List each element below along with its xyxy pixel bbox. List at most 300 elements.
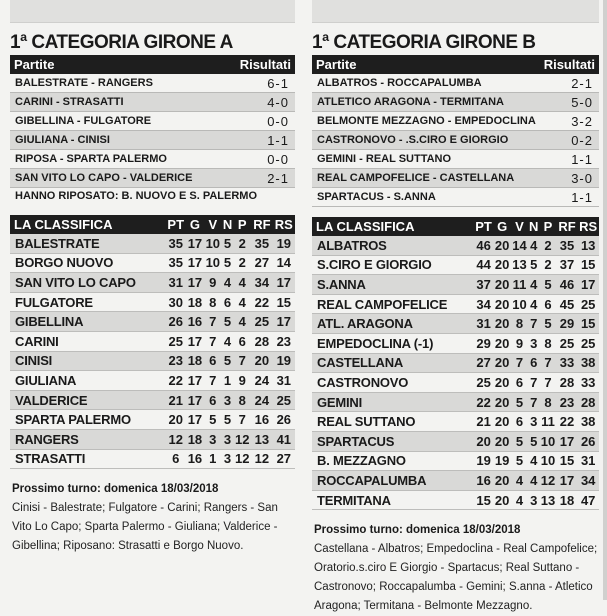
stat-cell: 30 [165,292,186,312]
stat-cell: 6 [204,390,222,410]
standings-header-cell: V [204,215,222,234]
stat-cell: 6 [204,351,222,371]
header-strip [10,0,295,23]
team-name: CARINI [10,331,165,351]
stat-cell: 7 [511,353,528,373]
stat-cell: 19 [474,451,494,471]
stat-cell: 13 [539,490,556,510]
stat-cell: 28 [251,331,272,351]
stat-cell: 26 [165,312,186,332]
stat-cell: 25 [577,333,599,353]
team-name: RANGERS [10,429,165,449]
stat-cell: 2 [539,255,556,275]
stat-cell: 15 [577,255,599,275]
stat-cell: 10 [204,253,222,273]
match-row [312,150,599,169]
standings-header-cell: V [511,217,528,236]
stat-cell: 4 [222,273,234,293]
stat-cell: 6 [528,353,539,373]
stat-cell: 12 [233,449,251,469]
stat-cell: 5 [511,451,528,471]
stat-cell: 7 [528,392,539,412]
stat-cell: 17 [186,234,204,253]
match-row [10,150,295,169]
stat-cell: 20 [494,392,511,412]
stat-cell: 46 [557,275,578,295]
stat-cell: 4 [233,292,251,312]
stat-cell: 25 [474,373,494,393]
stat-cell: 7 [204,371,222,391]
match-row [10,74,295,93]
match-teams: CASTRONOVO - .S.CIRO E GIORGIO [317,134,509,146]
stat-cell: 7 [539,353,556,373]
stat-cell: 11 [511,275,528,295]
stat-cell: 47 [577,490,599,510]
stat-cell: 13 [577,236,599,255]
match-row [312,188,599,207]
stat-cell: 8 [233,390,251,410]
stat-cell: 25 [577,294,599,314]
stat-cell: 23 [557,392,578,412]
table-row [312,431,599,451]
stat-cell: 15 [474,490,494,510]
stat-cell: 17 [186,331,204,351]
matches-list [312,74,599,207]
matches-header [312,55,599,74]
table-row [312,236,599,255]
stat-cell: 31 [165,273,186,293]
stat-cell: 26 [577,431,599,451]
standings-header-cell: RS [273,215,295,234]
stat-cell: 7 [528,373,539,393]
stat-cell: 20 [494,333,511,353]
stat-cell: 28 [577,392,599,412]
stat-cell: 3 [222,390,234,410]
team-name: GIBELLINA [10,312,165,332]
table-row [312,294,599,314]
stat-cell: 4 [528,236,539,255]
stat-cell: 17 [186,371,204,391]
stat-cell: 6 [511,412,528,432]
stat-cell: 19 [494,451,511,471]
match-result: 1-1 [571,189,593,205]
stat-cell: 5 [222,234,234,253]
stat-cell: 12 [165,429,186,449]
standings-header-cell: RF [558,219,576,234]
stat-cell: 8 [539,333,556,353]
table-row [10,312,295,332]
team-name: EMPEDOCLINA (-1) [312,333,474,353]
standings-header-cell: P [233,215,251,234]
stat-cell: 17 [577,275,599,295]
stat-cell: 23 [273,331,295,351]
stat-cell: 29 [474,333,494,353]
stat-cell: 27 [273,449,295,469]
match-teams: SAN VITO LO CAPO - VALDERICE [15,172,193,184]
stat-cell: 46 [474,236,494,255]
stat-cell: 17 [557,431,578,451]
stat-cell: 6 [222,292,234,312]
stat-cell: 24 [251,371,272,391]
table-row [312,333,599,353]
stat-cell: 33 [577,373,599,393]
match-teams: BELMONTE MEZZAGNO - EMPEDOCLINA [317,115,536,127]
match-result: 5-0 [571,94,593,110]
stat-cell: 31 [577,451,599,471]
match-row [312,169,599,188]
stat-cell: 4 [528,471,539,491]
stat-cell: 21 [474,412,494,432]
stat-cell: 10 [204,234,222,253]
stat-cell: 19 [273,351,295,371]
table-row [312,314,599,334]
stat-cell: 9 [204,273,222,293]
standings-header-cell: PT [167,217,185,232]
stat-cell: 7 [233,410,251,430]
next-round-fixtures: Castellana - Albatros; Empedoclina - Real Campofelice; Oratorio.s.ciro E Giorgio - Spartacus; Real Suttano - Castronovo; Roccapalumba - Gemini; S.anna - Atletico Aragona; Termitana - Belmonte Mezzagno. [314,543,598,613]
stat-cell: 3 [528,490,539,510]
stat-cell: 25 [273,390,295,410]
stat-cell: 5 [528,431,539,451]
stat-cell: 5 [511,431,528,451]
team-name: REAL CAMPOFELICE [312,294,474,314]
stat-cell: 5 [539,275,556,295]
stat-cell: 1 [222,371,234,391]
stat-cell: 8 [539,392,556,412]
stat-cell: 20 [494,471,511,491]
match-row [10,112,295,131]
results-header-label: Risultati [543,57,595,72]
stat-cell: 35 [251,234,272,253]
stat-cell: 6 [539,294,556,314]
team-name: CASTRONOVO [312,373,474,393]
stat-cell: 20 [494,314,511,334]
stat-cell: 45 [557,294,578,314]
stat-cell: 12 [251,449,272,469]
team-name: SAN VITO LO CAPO [10,273,165,293]
stat-cell: 20 [494,373,511,393]
matches-header-label: Partite [14,57,55,72]
stat-cell: 13 [511,255,528,275]
stat-cell: 23 [165,351,186,371]
match-teams: ALBATROS - ROCCAPALUMBA [317,77,482,89]
stat-cell: 4 [233,312,251,332]
team-name: TERMITANA [312,490,474,510]
stat-cell: 17 [186,253,204,273]
standings-table [10,215,295,469]
team-name: S.CIRO E GIORGIO [312,255,474,275]
stat-cell: 14 [511,236,528,255]
standings-header-cell: RS [579,219,598,234]
group-b-column [312,0,599,616]
match-teams: BALESTRATE - RANGERS [15,77,153,89]
table-row [312,353,599,373]
team-name: GEMINI [312,392,474,412]
stat-cell: 25 [165,331,186,351]
stat-cell: 20 [165,410,186,430]
stat-cell: 13 [251,429,272,449]
match-row [312,112,599,131]
match-result: 6-1 [267,75,289,91]
table-row [10,331,295,351]
stat-cell: 17 [557,471,578,491]
standings-header-row [312,217,599,236]
table-row [10,390,295,410]
group-title: 1ª CATEGORIA GIRONE B [312,32,536,53]
match-teams: GIBELLINA - FULGATORE [15,115,152,127]
stat-cell: 5 [539,314,556,334]
match-teams: SPARTACUS - S.ANNA [317,191,436,203]
stat-cell: 20 [494,236,511,255]
stat-cell: 37 [557,255,578,275]
match-result: 0-0 [267,113,289,129]
stat-cell: 2 [539,236,556,255]
stat-cell: 7 [528,314,539,334]
stat-cell: 20 [474,431,494,451]
stat-cell: 2 [233,253,251,273]
standings-header-cell: LA CLASSIFICA [10,215,165,234]
stat-cell: 22 [474,392,494,412]
stat-cell: 41 [273,429,295,449]
match-row [10,131,295,150]
stat-cell: 4 [233,273,251,293]
stat-cell: 18 [186,351,204,371]
stat-cell: 6 [511,373,528,393]
stat-cell: 5 [222,253,234,273]
stat-cell: 17 [186,273,204,293]
standings-header-row [10,215,295,234]
stat-cell: 16 [186,449,204,469]
stat-cell: 12 [539,471,556,491]
stat-cell: 2 [233,234,251,253]
stat-cell: 34 [251,273,272,293]
stat-cell: 9 [511,333,528,353]
stat-cell: 18 [557,490,578,510]
stat-cell: 3 [204,429,222,449]
stat-cell: 6 [165,449,186,469]
team-name: B. MEZZAGNO [312,451,474,471]
team-name: SPARTACUS [312,431,474,451]
table-row [312,392,599,412]
stat-cell: 31 [273,371,295,391]
team-name: FULGATORE [10,292,165,312]
stat-cell: 27 [251,253,272,273]
table-row [312,451,599,471]
match-row [10,169,295,188]
stat-cell: 26 [273,410,295,430]
stat-cell: 5 [204,410,222,430]
match-row [10,93,295,112]
stat-cell: 24 [251,390,272,410]
team-name: BALESTRATE [10,234,165,253]
team-name: REAL SUTTANO [312,412,474,432]
match-result: 4-0 [267,94,289,110]
stat-cell: 11 [539,412,556,432]
matches-header [10,55,295,74]
stat-cell: 4 [511,471,528,491]
stat-cell: 33 [557,353,578,373]
stat-cell: 6 [233,331,251,351]
match-row [312,93,599,112]
team-name: SPARTA PALERMO [10,410,165,430]
stat-cell: 12 [233,429,251,449]
stat-cell: 22 [251,292,272,312]
stat-cell: 34 [474,294,494,314]
team-name: GIULIANA [10,371,165,391]
standings-header-cell: N [529,219,539,234]
stat-cell: 3 [528,412,539,432]
stat-cell: 9 [233,371,251,391]
stat-cell: 7 [204,331,222,351]
stat-cell: 28 [557,373,578,393]
match-result: 2-1 [571,75,593,91]
stat-cell: 3 [222,429,234,449]
stat-cell: 20 [494,431,511,451]
team-name: VALDERICE [10,390,165,410]
stat-cell: 20 [494,255,511,275]
table-row [10,429,295,449]
stat-cell: 19 [273,234,295,253]
stat-cell: 20 [494,490,511,510]
stat-cell: 4 [528,275,539,295]
match-result: 1-1 [267,132,289,148]
stat-cell: 20 [494,294,511,314]
stat-cell: 38 [577,353,599,373]
stat-cell: 8 [511,314,528,334]
match-result: 2-1 [267,170,289,186]
standings-header-cell: PT [475,219,492,234]
results-header-label: Risultati [239,57,291,72]
stat-cell: 14 [273,253,295,273]
stat-cell: 37 [474,275,494,295]
stat-cell: 4 [222,331,234,351]
table-row [312,275,599,295]
stat-cell: 10 [539,431,556,451]
table-row [312,471,599,491]
team-name: CINISI [10,351,165,371]
bye-note: HANNO RIPOSATO: B. NUOVO E S. PALERMO [15,190,258,202]
matches-header-label: Partite [316,57,357,72]
match-row [312,131,599,150]
group-title: 1ª CATEGORIA GIRONE A [10,32,233,53]
table-row [312,255,599,275]
stat-cell: 22 [165,371,186,391]
page-edge [603,0,607,600]
standings-header-cell: G [494,217,511,236]
table-row [10,449,295,469]
stat-cell: 35 [165,234,186,253]
stat-cell: 25 [251,312,272,332]
table-row [10,410,295,430]
stat-cell: 17 [273,273,295,293]
stat-cell: 34 [577,471,599,491]
team-name: ALBATROS [312,236,474,255]
stat-cell: 3 [222,449,234,469]
stat-cell: 35 [557,236,578,255]
stat-cell: 20 [494,353,511,373]
stat-cell: 20 [251,351,272,371]
team-name: BORGO NUOVO [10,253,165,273]
team-name: STRASATTI [10,449,165,469]
stat-cell: 10 [539,451,556,471]
standings-header-cell: P [539,217,556,236]
stat-cell: 15 [557,451,578,471]
stat-cell: 5 [528,255,539,275]
table-row [10,292,295,312]
matches-list [10,74,295,188]
table-row [312,373,599,393]
match-result: 1-1 [571,151,593,167]
match-teams: RIPOSA - SPARTA PALERMO [15,153,167,165]
stat-cell: 17 [273,312,295,332]
stat-cell: 31 [474,314,494,334]
stat-cell: 35 [165,253,186,273]
match-result: 0-0 [267,151,289,167]
stat-cell: 4 [528,294,539,314]
stat-cell: 4 [528,451,539,471]
stat-cell: 1 [204,449,222,469]
stat-cell: 44 [474,255,494,275]
next-round-heading: Prossimo turno: domenica 18/03/2018 [314,524,521,537]
stat-cell: 5 [222,351,234,371]
match-teams: GIULIANA - CINISI [15,134,110,146]
standings-header-cell: LA CLASSIFICA [312,217,474,236]
standings-header-cell: G [186,215,204,234]
stat-cell: 38 [577,412,599,432]
team-name: S.ANNA [312,275,474,295]
stat-cell: 21 [165,390,186,410]
stat-cell: 29 [557,314,578,334]
table-row [312,412,599,432]
stat-cell: 5 [222,410,234,430]
table-row [10,371,295,391]
match-teams: ATLETICO ARAGONA - TERMITANA [317,96,504,108]
table-row [10,234,295,253]
header-strip [312,0,599,23]
stat-cell: 17 [186,410,204,430]
stat-cell: 5 [511,392,528,412]
standings-header-cell: RF [251,215,272,234]
stat-cell: 16 [251,410,272,430]
stat-cell: 17 [186,390,204,410]
stat-cell: 27 [474,353,494,373]
table-row [312,490,599,510]
stat-cell: 22 [557,412,578,432]
stat-cell: 10 [511,294,528,314]
table-row [10,253,295,273]
match-result: 3-0 [571,170,593,186]
stat-cell: 7 [204,312,222,332]
stat-cell: 18 [186,292,204,312]
table-row [10,273,295,293]
stat-cell: 15 [577,314,599,334]
stat-cell: 8 [204,292,222,312]
next-round-fixtures: Cinisi - Balestrate; Fulgatore - Carini; Rangers - San Vito Lo Capo; Sparta Palermo - Giuliana; Valderice - Gibellina; Riposano: Strasatti e Borgo Nuovo. [12,502,278,553]
stat-cell: 25 [557,333,578,353]
stat-cell: 16 [474,471,494,491]
match-result: 0-2 [571,132,593,148]
next-round-heading: Prossimo turno: domenica 18/03/2018 [12,483,219,496]
stat-cell: 4 [511,490,528,510]
group-a-column [10,0,295,556]
standings-table [312,217,599,510]
stat-cell: 3 [528,333,539,353]
stat-cell: 20 [494,275,511,295]
stat-cell: 5 [222,312,234,332]
match-teams: GEMINI - REAL SUTTANO [317,153,452,165]
match-teams: REAL CAMPOFELICE - CASTELLANA [317,172,515,184]
match-teams: CARINI - STRASATTI [15,96,124,108]
